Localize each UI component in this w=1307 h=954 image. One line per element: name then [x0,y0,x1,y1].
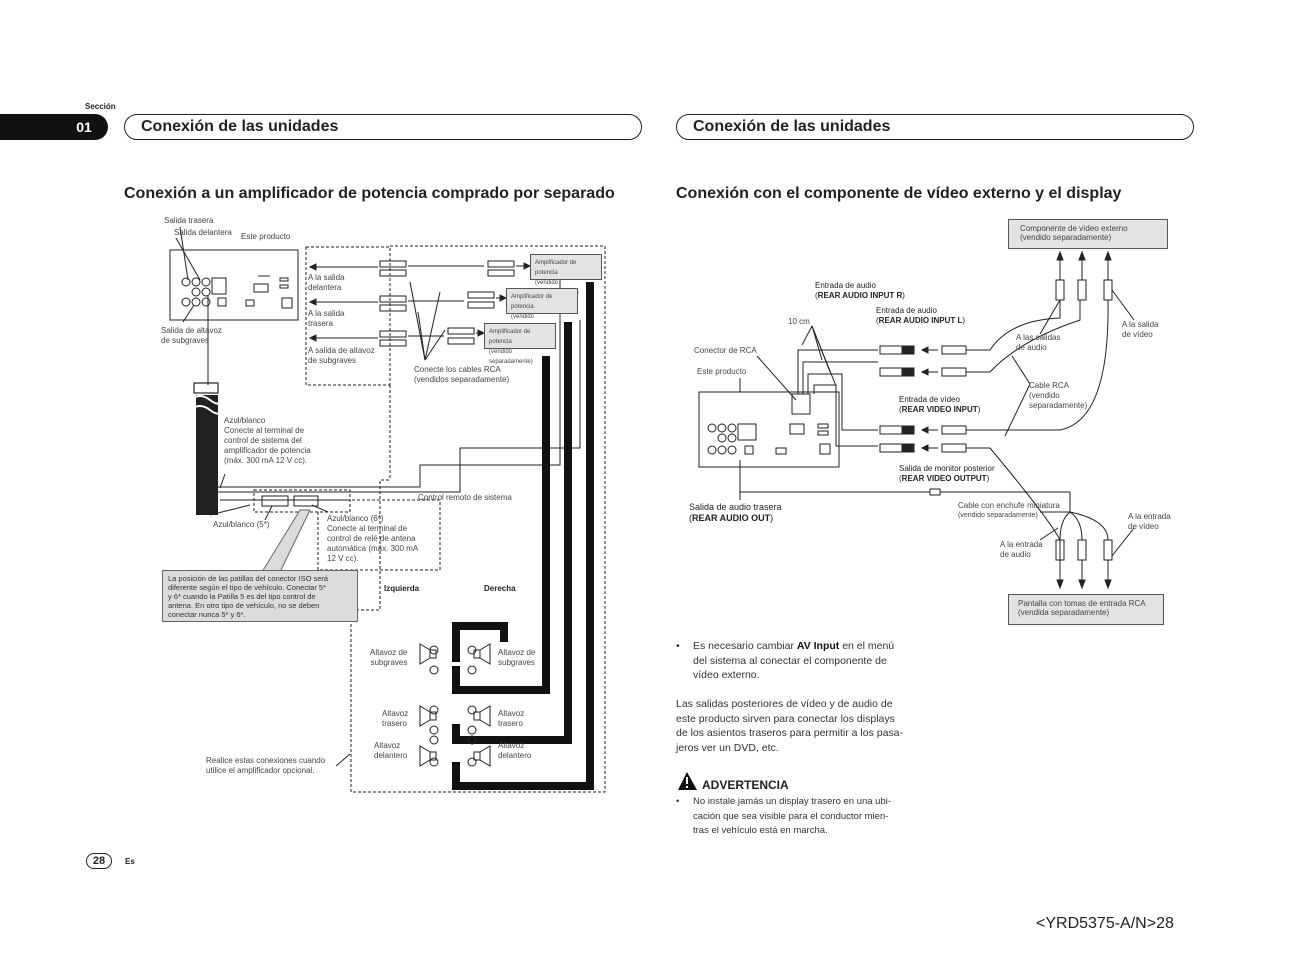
label-mini-plug-cable: Cable con enchufe miniatura (vendido separadamente) [958,501,1060,519]
label-this-product-right: Este producto [697,367,747,376]
label-blue-white-6: Azul/blanco (6*) Conecte al terminal de control de relé de antena automática (máx. 300 mA 12 V cc). [327,514,419,563]
av-input-bullet: • Es necesario cambiar AV Input en el menú del sistema al conectar el componente de vídeo externo. [676,640,895,681]
label-sub-right: Altavoz de subgraves [498,648,536,667]
iso-pin-note: La posición de las patillas del conector ISO será diferente según el tipo de vehículo. Conectar 5* y 6* cuando la Patilla 5 es del tipo control de antena. En otro tipo de vehículo, no se deben conectar nunca 5* y 6*. [162,570,358,622]
label-front-right: Altavoz delantero [498,741,532,760]
label-to-sub: A salida de altavoz de subgraves [308,346,375,365]
label-right-side: Derecha [484,584,516,593]
label-rear-output: Salida trasera [164,216,214,225]
label-this-product: Este producto [241,232,291,241]
label-blue-white-5: Azul/blanco (5*) [213,520,270,529]
label-audio-input-r: Entrada de audio (REAR AUDIO INPUT R) [815,281,905,300]
label-sub-left: Altavoz de subgraves [370,648,408,667]
right-heading: Conexión con el componente de vídeo externo y el display [676,185,1122,202]
right-section-title: Conexión de las unidades [676,114,1194,140]
section-label: Sección [85,102,116,111]
label-audio-input-l: Entrada de audio (REAR AUDIO INPUT L) [876,306,966,325]
label-rear-audio-out: Salida de audio trasera (REAR AUDIO OUT) [689,502,782,523]
label-rear-right: Altavoz trasero [498,709,525,728]
label-blue-white: Azul/blanco Conecte al terminal de control de sistema del amplificador de potencia (máx. 300 mA 12 V cc). [224,416,311,465]
label-to-rear: A la salida trasera [308,309,345,328]
label-to-video-output: A la salida de vídeo [1122,320,1159,339]
label-video-input: Entrada de vídeo (REAR VIDEO INPUT) [899,395,981,414]
document-code: <YRD5375-A/N>28 [1036,915,1174,932]
amplifier-box-2: Amplificador de potencia (vendido [506,288,578,314]
label-front-output: Salida delantera [174,228,232,237]
left-heading: Conexión a un amplificador de potencia comprado por separado [124,185,615,202]
label-to-audio-input: A la entrada de audio [1000,540,1043,559]
label-to-video-input: A la entrada de vídeo [1128,512,1171,531]
label-rca-connector: Conector de RCA [694,346,757,355]
label-left-side: Izquierda [384,584,420,593]
warning-title: ADVERTENCIA [702,778,789,792]
amplifier-box-1: Amplificador de potencia (vendido [530,254,602,280]
label-optional-amp: Realice estas conexiones cuando utilice el amplificador opcional. [206,756,326,775]
label-connect-rca: Conecte los cables RCA (vendidos separadamente) [414,365,510,384]
amplifier-box-3: Amplificador de potencia (vendido separadamente) [484,323,556,349]
section-number: 01 [76,119,92,135]
display-box: Pantalla con tomas de entrada RCA (vendida separadamente) [1008,594,1164,625]
page-number: 28 [86,853,112,869]
label-rca-cable: Cable RCA (vendido separadamente) [1029,381,1088,410]
left-section-title: Conexión de las unidades [124,114,642,140]
label-rear-left: Altavoz trasero [382,709,409,728]
language-code: Es [125,857,135,866]
rear-outputs-paragraph: Las salidas posteriores de vídeo y de audio de este producto sirven para conectar los displays de los asientos traseros para permitir a los pasa- jeros ver un DVD, etc. [676,698,904,754]
warning-text: • No instale jamás un display trasero en una ubi- cación que sea visible para el conductor mien- tras el vehículo está en marcha. [676,796,892,836]
label-remote-control: Control remoto de sistema [418,493,512,502]
label-front-left: Altavoz delantero [374,741,408,760]
label-monitor-output: Salida de monitor posterior (REAR VIDEO OUTPUT) [899,464,995,483]
label-to-audio-outputs: A las salidas de audio [1016,333,1061,352]
external-video-component-box: Componente de vídeo externo (vendido separadamente) [1008,219,1168,249]
label-10cm: 10 cm [788,317,810,326]
label-sub-output: Salida de altavoz de subgraves [161,326,222,345]
label-to-front: A la salida delantera [308,273,345,292]
